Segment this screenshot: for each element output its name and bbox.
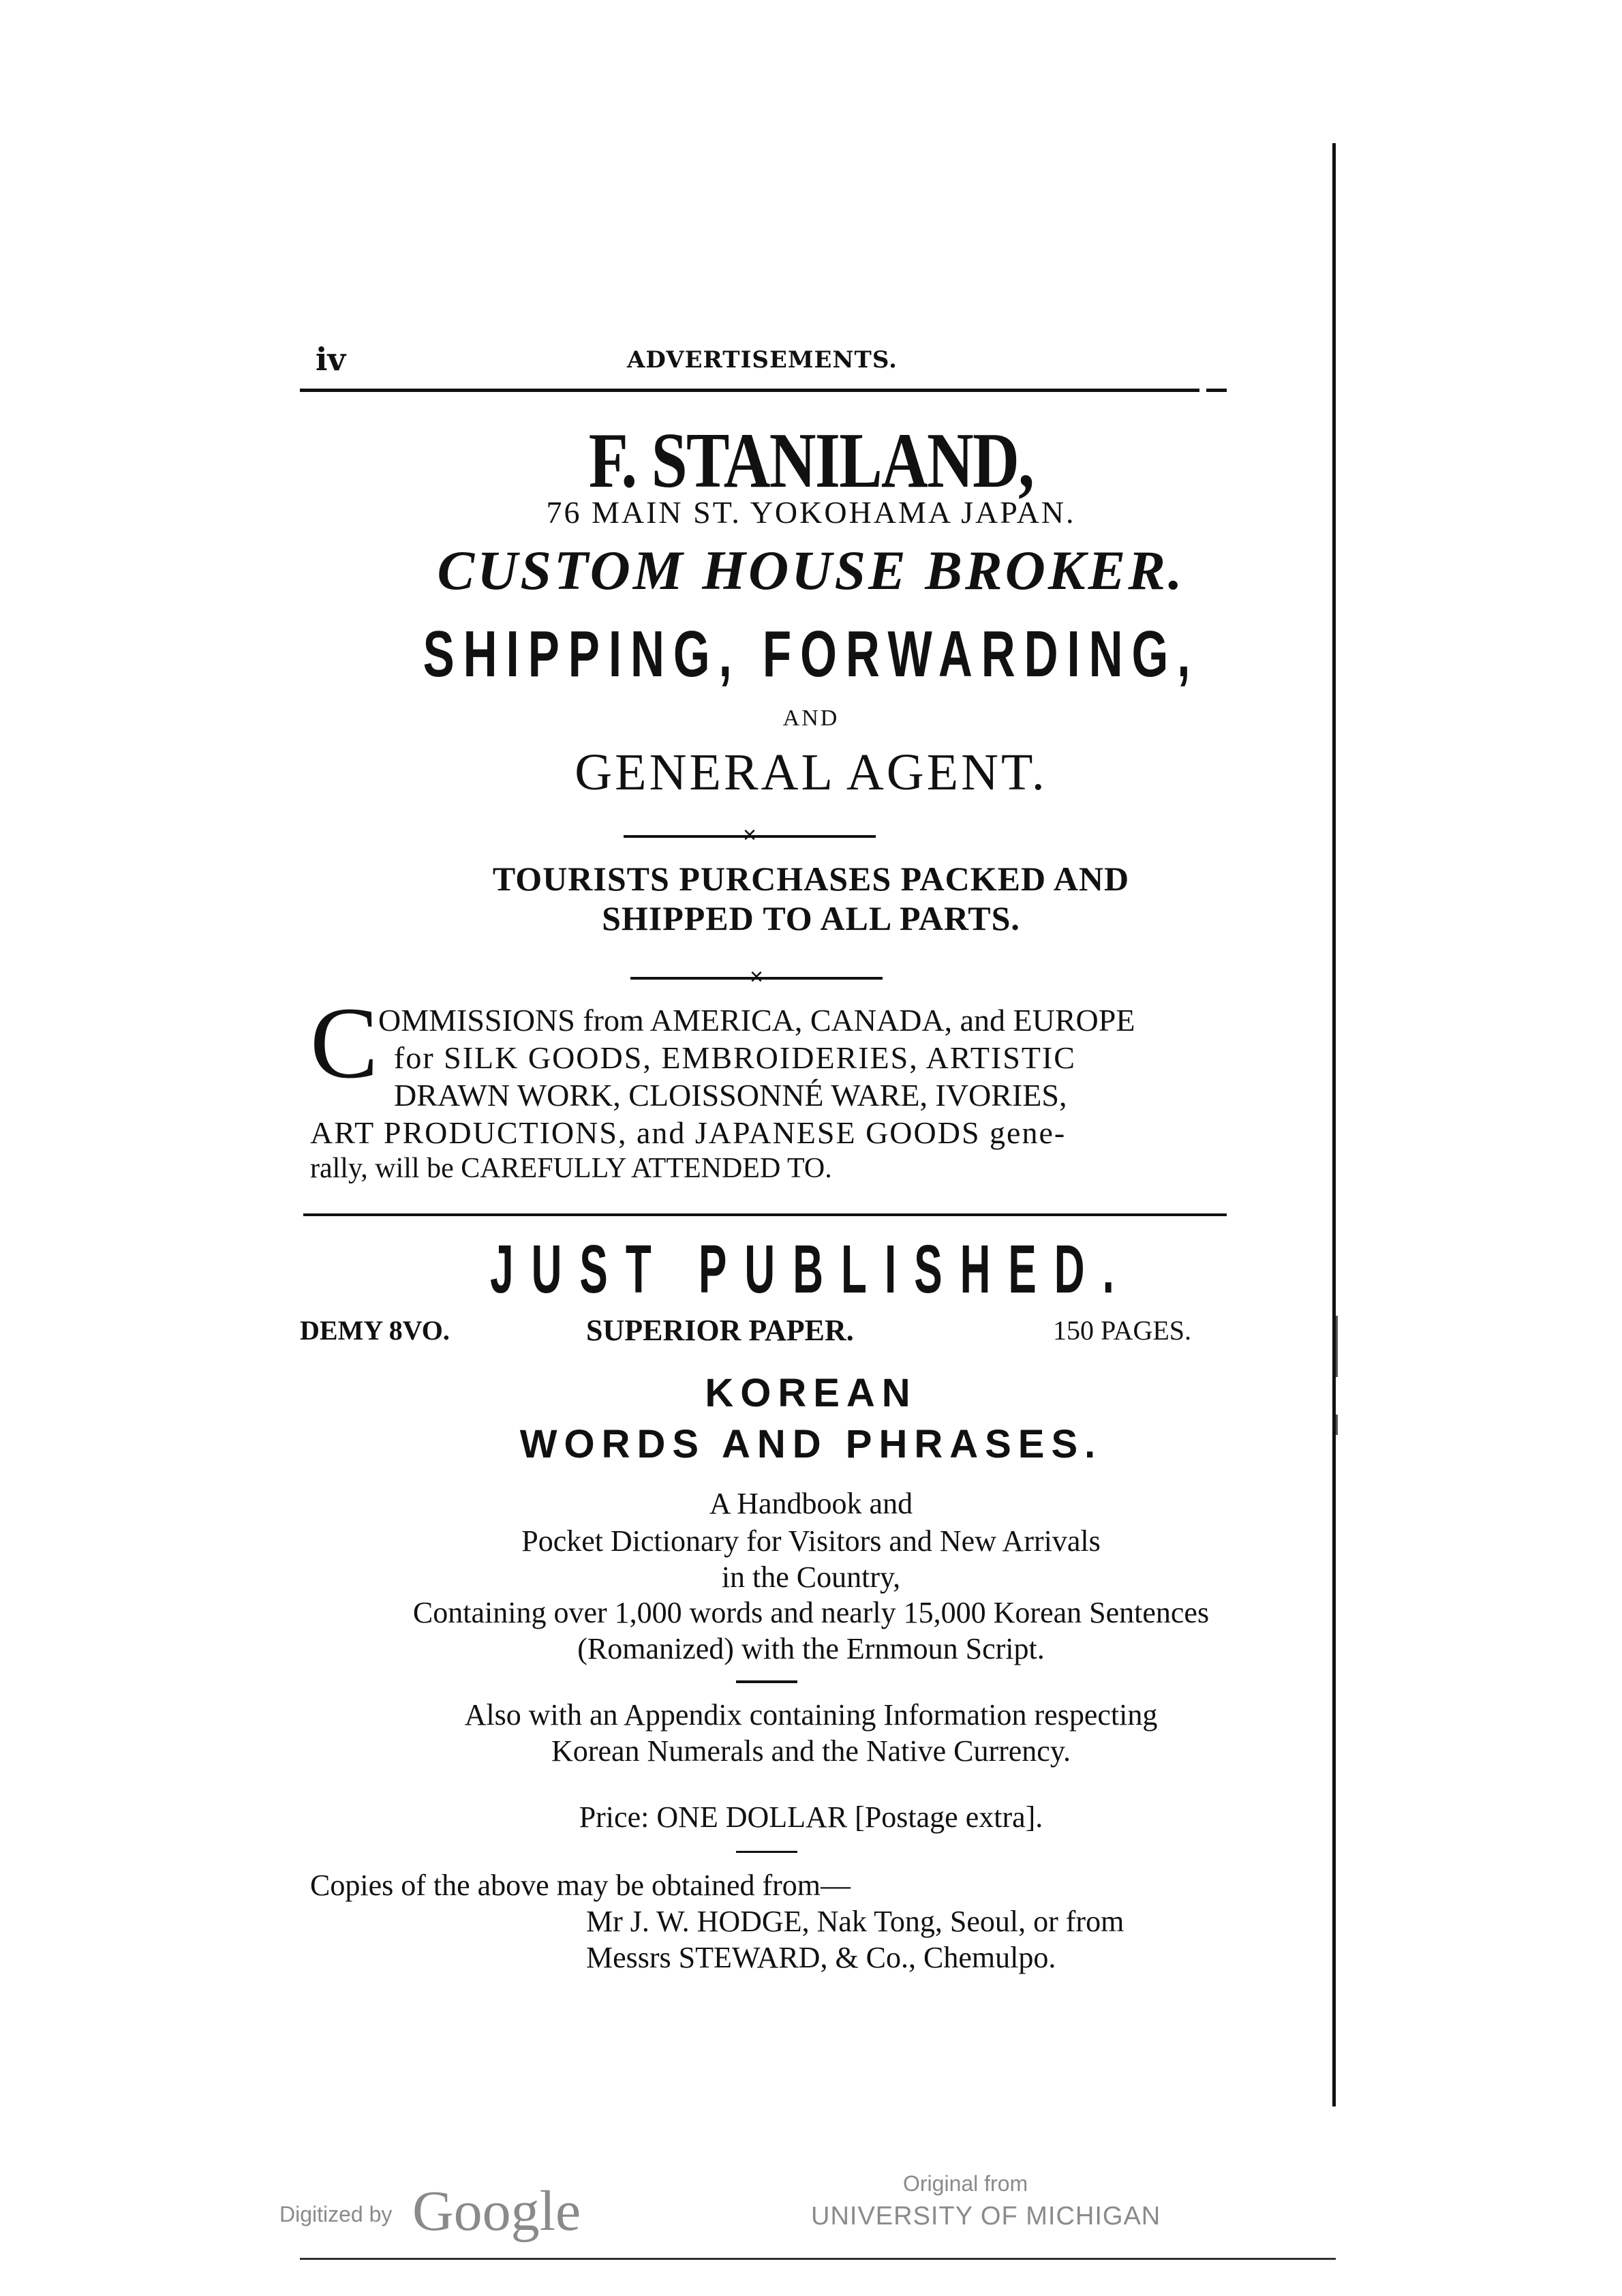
digitized-by-label: Digitized by xyxy=(279,2202,393,2226)
commissions-line-3: DRAWN WORK, CLOISSONNÉ WARE, IVORIES, xyxy=(394,1078,1067,1113)
book-pages: 150 PAGES. xyxy=(1053,1315,1192,1346)
ornamental-rule: ✕ xyxy=(624,835,876,838)
book-desc-line-5: (Romanized) with the Ernmoun Script. xyxy=(577,1632,1045,1665)
header-rule xyxy=(300,389,1199,392)
appendix-line-1: Also with an Appendix containing Information respecting xyxy=(464,1698,1158,1732)
services-line: SHIPPING, FORWARDING, xyxy=(423,618,1199,691)
original-from-label: Original from xyxy=(903,2171,1028,2196)
book-title-line-1: KOREAN xyxy=(705,1371,917,1415)
appendix-line-2: Korean Numerals and the Native Currency. xyxy=(551,1734,1071,1768)
commissions-line-5: rally, will be CAREFULLY ATTENDED TO. xyxy=(310,1153,832,1184)
ornamental-rule: ✕ xyxy=(630,977,883,980)
commissions-line-1: OMMISSIONS from AMERICA, CANADA, and EUROPE xyxy=(378,1003,1135,1038)
margin-mark xyxy=(1336,1316,1338,1377)
price-line: Price: ONE DOLLAR [Postage extra]. xyxy=(579,1800,1043,1834)
copies-line-2: Mr J. W. HODGE, Nak Tong, Seoul, or from xyxy=(586,1905,1124,1938)
and-word: AND xyxy=(782,706,840,731)
running-title: ADVERTISEMENTS. xyxy=(627,346,898,374)
advertiser-name: F. STANILAND, xyxy=(588,417,1034,504)
bottom-rule xyxy=(300,2258,1336,2260)
book-desc-line-1: A Handbook and xyxy=(709,1487,913,1520)
advertiser-address: 76 MAIN ST. YOKOHAMA JAPAN. xyxy=(546,495,1076,530)
advertiser-role: CUSTOM HOUSE BROKER. xyxy=(437,539,1185,601)
short-rule xyxy=(736,1851,797,1853)
general-agent: GENERAL AGENT. xyxy=(575,744,1047,801)
book-desc-line-2: Pocket Dictionary for Visitors and New Arrivals xyxy=(521,1524,1101,1558)
book-desc-line-3: in the Country, xyxy=(721,1560,901,1594)
page-number: iv xyxy=(316,341,346,378)
drop-cap: C xyxy=(310,986,379,1100)
copies-line-1: Copies of the above may be obtained from— xyxy=(310,1869,851,1902)
copies-line-3: Messrs STEWARD, & Co., Chemulpo. xyxy=(586,1941,1056,1974)
google-logo: Google xyxy=(412,2179,581,2243)
just-published-headline: JUST PUBLISHED. xyxy=(490,1231,1132,1308)
book-paper: SUPERIOR PAPER. xyxy=(586,1314,854,1347)
commissions-line-4: ART PRODUCTIONS, and JAPANESE GOODS gene- xyxy=(310,1115,1067,1150)
tourists-line-2: SHIPPED TO ALL PARTS. xyxy=(602,899,1020,937)
book-format: DEMY 8VO. xyxy=(300,1315,450,1346)
commissions-line-2: for SILK GOODS, EMBROIDERIES, ARTISTIC xyxy=(394,1040,1076,1075)
university-label: UNIVERSITY OF MICHIGAN xyxy=(811,2202,1161,2231)
book-title-line-2: WORDS AND PHRASES. xyxy=(519,1422,1103,1466)
header-rule-end xyxy=(1206,389,1227,392)
section-divider xyxy=(303,1213,1227,1216)
book-desc-line-4: Containing over 1,000 words and nearly 15,000 Korean Sentences xyxy=(412,1596,1210,1629)
short-rule xyxy=(736,1680,797,1683)
tourists-line-1: TOURISTS PURCHASES PACKED AND xyxy=(492,860,1130,898)
